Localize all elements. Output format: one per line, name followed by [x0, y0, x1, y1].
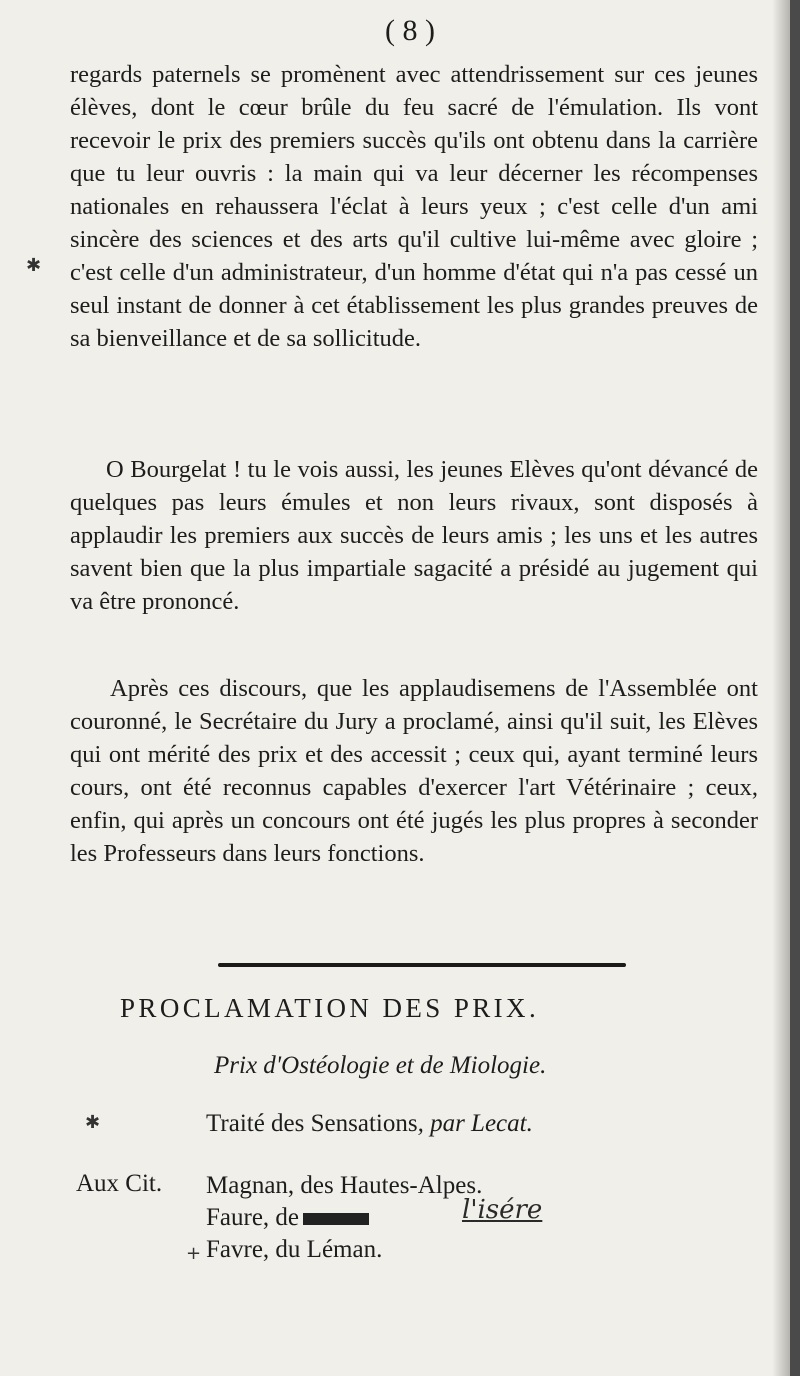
- ink-mark: ✱: [85, 1112, 101, 1133]
- paragraph-2: O Bourgelat ! tu le vois aussi, les jeunes Elèves qu'ont dévancé de quelques pas leurs émules et non leurs rivaux, sont disposés à applaudir les premiers aux succès de leurs amis ; les uns et les autres savent bien que la plus impartiale sagacité a présidé au jugement qui va être prononcé.: [70, 456, 758, 615]
- handwritten-annotation: [462, 1195, 542, 1225]
- winner-1: Magnan, des Hautes-Alpes.: [206, 1172, 483, 1199]
- paragraph-3: Après ces discours, que les applaudisemens de l'Assemblée ont couronné, le Secrétaire du Jury a proclamé, ainsi qu'il suit, les Elèves qui ont mérité des prix et des accessit ; ceux qui, ayant terminé leurs cours, ont été reconnus capables d'exercer l'art Vétérinaire ; ceux, enfin, qui après un concours ont été jugés les plus propres à seconder les Professeurs dans leurs fonctions.: [70, 675, 758, 867]
- prize-book: [206, 1110, 533, 1138]
- winner-2: [206, 1202, 482, 1234]
- paragraph-1: regards paternels se promènent avec attendrissement sur ces jeunes élèves, dont le cœur brûle du feu sacré de l'émulation. Ils vont recevoir le prix des premiers succès qu'ils ont obtenu dans la carrière que tu leur ouvris : la main qui va leur décerner les récompenses nationales en rehaussera l'éclat à leurs yeux ; c'est celle d'un ami sincère des sciences et des arts qu'il cultive lui-même avec gloire ; c'est celle d'un administrateur, d'un homme d'état qui n'a pas cessé un seul instant de donner à cet établissement les plus grandes preuves de sa bienveillance et de sa sollicitude.: [70, 61, 758, 352]
- prize-category: Prix d'Ostéologie et de Miologie.: [214, 1052, 547, 1079]
- ink-mark: ✱: [26, 255, 42, 276]
- winners-list: [206, 1170, 482, 1266]
- book-author: , par Lecat.: [417, 1110, 533, 1137]
- section-divider: [218, 963, 626, 967]
- book-title: Traité des Sensations: [206, 1110, 418, 1137]
- winner-2-text: Faure, de: [206, 1204, 300, 1231]
- winner-3: Favre, du Léman.: [206, 1236, 383, 1263]
- section-title: PROCLAMATION DES PRIX.: [120, 993, 540, 1023]
- ink-mark: +: [186, 1243, 202, 1264]
- winners-prefix: Aux Cit.: [76, 1170, 163, 1197]
- page-number: ( 8 ): [385, 14, 435, 47]
- struck-out-word: [303, 1213, 369, 1225]
- handwritten-text: l'isére: [462, 1195, 543, 1225]
